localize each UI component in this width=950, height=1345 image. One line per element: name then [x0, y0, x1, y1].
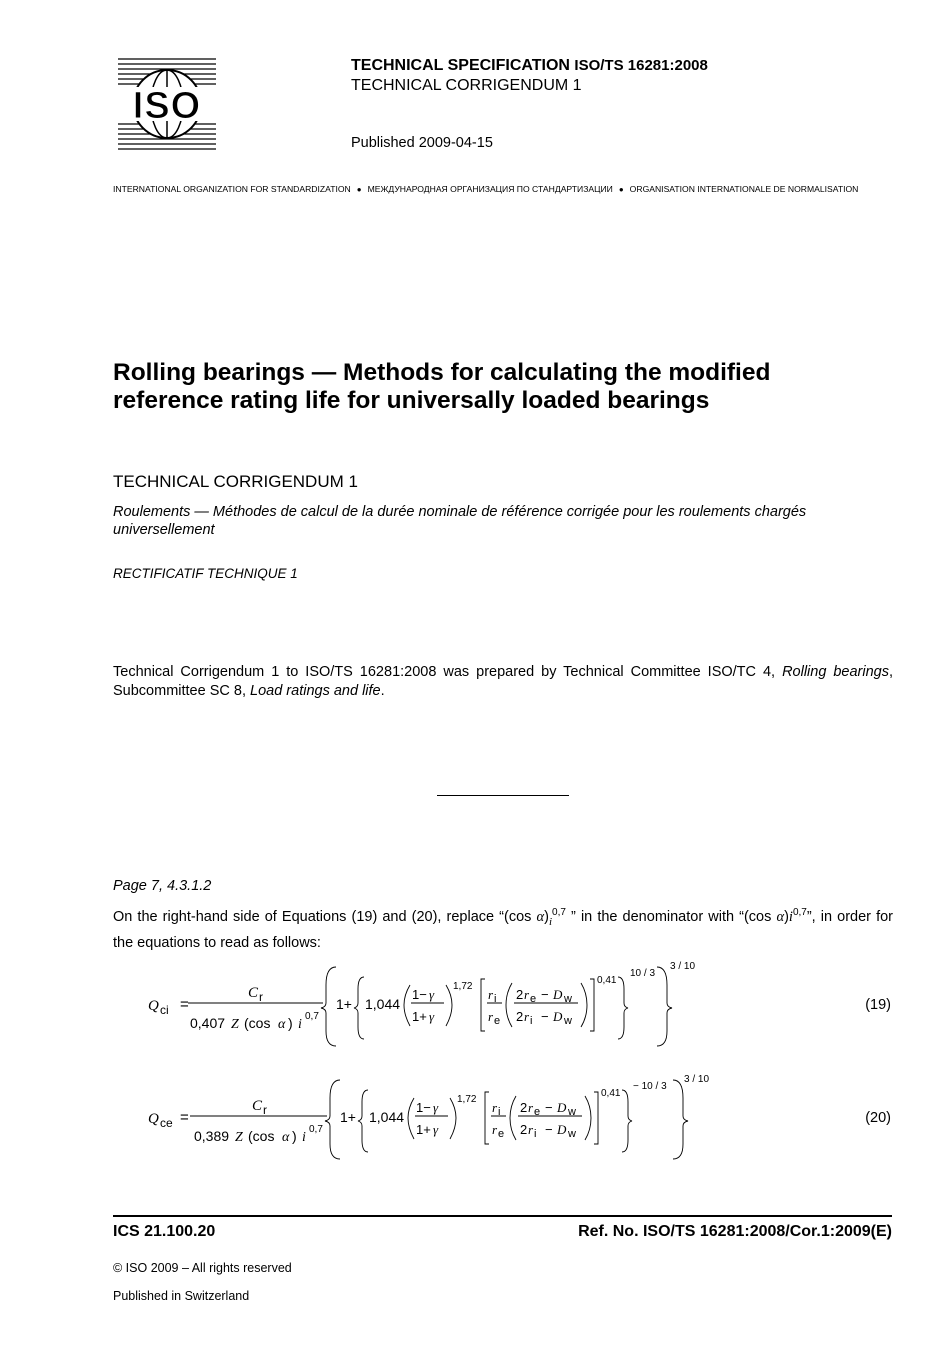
org-name-fr: ORGANISATION INTERNATIONALE DE NORMALISATION: [629, 184, 859, 194]
svg-text:i: i: [498, 1106, 501, 1118]
svg-text:i: i: [534, 1128, 537, 1140]
svg-text:e: e: [534, 1106, 541, 1118]
svg-text:Q: Q: [148, 998, 159, 1014]
svg-text:i: i: [302, 1130, 306, 1145]
equation-number-20: (20): [865, 1110, 891, 1126]
svg-text:1+: 1+: [340, 1109, 356, 1125]
svg-text:0,41: 0,41: [597, 975, 617, 986]
svg-text:0,407: 0,407: [190, 1015, 226, 1031]
subcommittee-name: Load ratings and life: [250, 683, 381, 699]
svg-text:(cos: (cos: [244, 1015, 271, 1031]
iso-logo-text: ISO: [132, 85, 202, 127]
svg-text:Z: Z: [231, 1017, 239, 1032]
published-date: Published 2009-04-15: [351, 135, 493, 151]
svg-text:−: −: [541, 1009, 549, 1024]
copyright-notice: © ISO 2009 – All rights reserved: [113, 1261, 292, 1275]
svg-text:i: i: [494, 993, 497, 1005]
svg-text:r: r: [488, 987, 494, 1002]
reference-number: Ref. No. ISO/TS 16281:2008/Cor.1:2009(E): [578, 1223, 892, 1240]
separator-line: [437, 795, 569, 796]
svg-text:r: r: [524, 1009, 530, 1024]
svg-text:2: 2: [516, 987, 524, 1002]
svg-text:): ): [292, 1128, 297, 1144]
svg-text:=: =: [180, 996, 189, 1013]
svg-text:−: −: [545, 1100, 553, 1115]
page-reference: Page 7, 4.3.1.2: [113, 878, 212, 894]
svg-text:r: r: [488, 1009, 494, 1024]
svg-text:r: r: [528, 1122, 534, 1137]
svg-text:e: e: [494, 1015, 501, 1027]
svg-text:w: w: [568, 1128, 576, 1140]
svg-text:0,389: 0,389: [194, 1128, 230, 1144]
svg-text:ci: ci: [160, 1003, 169, 1017]
bullet-icon: ●: [356, 184, 362, 194]
svg-text:γ: γ: [433, 1122, 439, 1137]
svg-text:e: e: [498, 1128, 505, 1140]
svg-text:α: α: [282, 1130, 290, 1145]
spec-label: TECHNICAL SPECIFICATION: [351, 57, 570, 74]
org-name-en: INTERNATIONAL ORGANIZATION FOR STANDARDIZATION: [113, 184, 351, 194]
svg-text:−: −: [541, 987, 549, 1002]
svg-text:−: −: [545, 1122, 553, 1137]
svg-text:ce: ce: [160, 1116, 173, 1130]
svg-text:): ): [288, 1015, 293, 1031]
svg-text:w: w: [568, 1106, 576, 1118]
published-in: Published in Switzerland: [113, 1289, 250, 1303]
svg-text:w: w: [564, 993, 572, 1005]
svg-text:2: 2: [520, 1122, 528, 1137]
org-name-ru: МЕЖДУНАРОДНАЯ ОРГАНИЗАЦИЯ ПО СТАНДАРТИЗАЦИИ: [367, 184, 613, 194]
svg-text:Z: Z: [235, 1130, 243, 1145]
svg-text:1,044: 1,044: [369, 1109, 405, 1125]
svg-text:0,7: 0,7: [309, 1124, 323, 1135]
technical-corrigendum-heading: TECHNICAL CORRIGENDUM 1: [113, 472, 358, 491]
svg-text:1+: 1+: [412, 1009, 427, 1024]
svg-text:e: e: [530, 993, 537, 1005]
svg-text:=: =: [180, 1109, 189, 1126]
svg-text:1−: 1−: [416, 1100, 431, 1115]
svg-text:1−: 1−: [412, 987, 427, 1002]
svg-text:γ: γ: [429, 1009, 435, 1024]
svg-text:w: w: [564, 1015, 572, 1027]
svg-text:2: 2: [520, 1100, 528, 1115]
preparation-paragraph: Technical Corrigendum 1 to ISO/TS 16281:2008 was prepared by Technical Committee ISO/TC 4, Rolling bearings, Subcommittee SC 8, Load ratings and life.: [113, 664, 894, 699]
svg-text:10 / 3: 10 / 3: [630, 968, 656, 979]
svg-text:γ: γ: [429, 987, 435, 1002]
svg-text:r: r: [492, 1100, 498, 1115]
svg-text:D: D: [557, 1100, 567, 1115]
svg-text:3 / 10: 3 / 10: [684, 1074, 710, 1085]
svg-text:1,72: 1,72: [453, 981, 473, 992]
svg-text:D: D: [557, 1122, 567, 1137]
svg-text:γ: γ: [433, 1100, 439, 1115]
svg-text:C: C: [252, 1098, 263, 1114]
committee-name: Rolling bearings: [782, 664, 889, 680]
spec-number: ISO/TS 16281:2008: [574, 57, 708, 74]
svg-text:i: i: [298, 1017, 302, 1032]
document-title: Rolling bearings — Methods for calculating the modified reference rating life for universally loaded bearings: [113, 359, 771, 414]
svg-text:2: 2: [516, 1009, 524, 1024]
svg-text:r: r: [492, 1122, 498, 1137]
svg-text:D: D: [553, 987, 563, 1002]
svg-text:(cos: (cos: [248, 1128, 275, 1144]
svg-text:r: r: [528, 1100, 534, 1115]
svg-text:r: r: [524, 987, 530, 1002]
iso-logo: [118, 56, 216, 152]
svg-text:1,044: 1,044: [365, 996, 401, 1012]
svg-text:1+: 1+: [336, 996, 352, 1012]
equation-19: [140, 955, 900, 1050]
svg-text:α: α: [278, 1017, 286, 1032]
svg-text:0,41: 0,41: [601, 1088, 621, 1099]
equation-20: [140, 1068, 900, 1163]
svg-text:C: C: [248, 985, 259, 1001]
svg-text:1+: 1+: [416, 1122, 431, 1137]
svg-text:Q: Q: [148, 1111, 159, 1127]
svg-text:− 10 / 3: − 10 / 3: [633, 1081, 667, 1092]
svg-text:D: D: [553, 1009, 563, 1024]
french-title: Roulements — Méthodes de calcul de la durée nominale de référence corrigée pour les roulements chargés universellement: [113, 504, 807, 538]
svg-text:1,72: 1,72: [457, 1094, 477, 1105]
svg-text:0,7: 0,7: [305, 1011, 319, 1022]
bullet-icon: ●: [618, 184, 624, 194]
svg-text:r: r: [259, 990, 263, 1004]
spec-title: [351, 57, 708, 75]
corrigendum-label: TECHNICAL CORRIGENDUM 1: [351, 77, 582, 94]
french-corrigendum: RECTIFICATIF TECHNIQUE 1: [113, 566, 298, 581]
organization-line: [113, 184, 893, 194]
equation-number-19: (19): [865, 997, 891, 1013]
footer-rule: [113, 1215, 892, 1217]
svg-text:3 / 10: 3 / 10: [670, 961, 696, 972]
ics-code: ICS 21.100.20: [113, 1223, 216, 1240]
correction-instruction: On the right-hand side of Equations (19) and (20), replace “(cos $\alpha)_i^{0,7}$ ” in the denominator with “(cos $\alpha)i^{0,7}$”, in order for the equations to read as follows:: [113, 907, 894, 951]
svg-text:r: r: [263, 1103, 267, 1117]
svg-text:i: i: [530, 1015, 533, 1027]
